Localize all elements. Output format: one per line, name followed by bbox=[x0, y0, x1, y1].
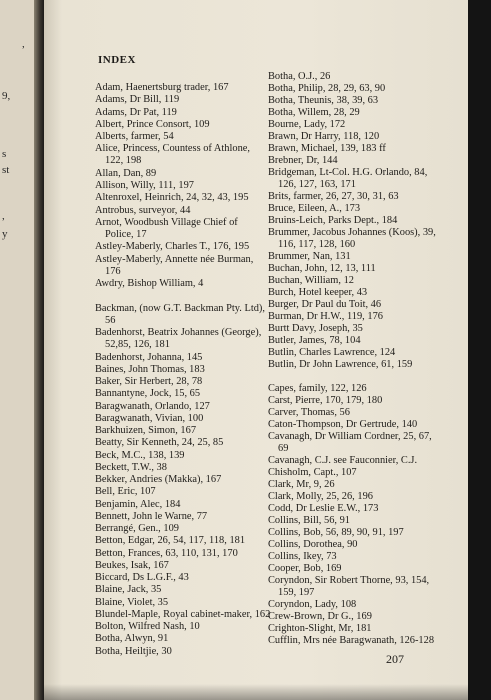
index-entry-continuation: 56 bbox=[105, 314, 116, 326]
index-entry-text: Collins, Bob, 56, 89, 90, 91, 197 bbox=[268, 527, 404, 538]
index-entry-continuation: Police, 17 bbox=[105, 228, 147, 240]
index-entry-text: Bridgeman, Lt-Col. H.G. Orlando, 84, bbox=[268, 167, 428, 178]
index-entry-text: Altenroxel, Heinrich, 24, 32, 43, 195 bbox=[95, 192, 249, 204]
index-entry-text: Butler, James, 78, 104 bbox=[268, 335, 361, 346]
index-entry-text: Crew-Brown, Dr G., 169 bbox=[268, 611, 372, 622]
index-entry bbox=[268, 347, 395, 359]
index-entry-text: Beatty, Sir Kenneth, 24, 25, 85 bbox=[95, 437, 224, 449]
index-entry-text: Burch, Hotel keeper, 43 bbox=[268, 287, 368, 298]
index-entry-text: Brawn, Dr Harry, 118, 120 bbox=[268, 131, 380, 142]
index-entry bbox=[95, 633, 168, 645]
index-entry bbox=[268, 131, 379, 143]
index-entry bbox=[95, 486, 156, 498]
index-entry-text: Collins, Dorothea, 90 bbox=[268, 539, 358, 550]
index-entry-text: Cavanagh, C.J. see Fauconnier, C.J. bbox=[268, 455, 418, 466]
index-entry-text: Baines, John Thomas, 183 bbox=[95, 363, 205, 375]
page-number: 207 bbox=[386, 652, 404, 666]
index-entry-continuation: 126, 127, 163, 171 bbox=[278, 179, 356, 190]
index-entry-text: Chisholm, Capt., 107 bbox=[268, 467, 357, 478]
index-entry-text: Capes, family, 122, 126 bbox=[268, 383, 367, 394]
index-entry bbox=[95, 303, 265, 327]
index-entry bbox=[268, 503, 378, 515]
index-entry-text: Botha, Willem, 28, 29 bbox=[268, 107, 360, 118]
index-entry bbox=[95, 376, 202, 388]
index-entry-text: Bekker, Andries (Makka), 167 bbox=[95, 474, 222, 485]
index-entry-text: Blundel-Maple, Royal cabinet-maker, 162 bbox=[95, 608, 271, 620]
index-entry bbox=[268, 335, 361, 347]
index-entry bbox=[95, 437, 223, 449]
index-entry-text: Allan, Dan, 89 bbox=[95, 167, 157, 179]
index-entry bbox=[268, 467, 357, 479]
index-entry bbox=[268, 251, 351, 263]
page-heading: INDEX bbox=[98, 54, 136, 66]
index-entry-text: Brits, farmer, 26, 27, 30, 31, 63 bbox=[268, 191, 399, 202]
index-entry bbox=[268, 407, 350, 419]
index-entry bbox=[268, 107, 360, 119]
index-entry bbox=[95, 94, 179, 106]
index-entry bbox=[95, 646, 172, 658]
index-entry bbox=[95, 278, 203, 290]
index-entry bbox=[95, 180, 194, 192]
index-entry-text: Adam, Haenertsburg trader, 167 bbox=[95, 82, 229, 93]
index-entry bbox=[95, 535, 245, 547]
index-entry bbox=[268, 119, 345, 131]
index-entry bbox=[268, 227, 436, 251]
index-entry-text: Collins, Bill, 56, 91 bbox=[268, 515, 350, 526]
index-entry bbox=[95, 107, 177, 119]
index-entry bbox=[95, 474, 221, 486]
index-entry-continuation: 122, 198 bbox=[105, 155, 142, 167]
index-entry bbox=[95, 584, 161, 596]
index-entry-text: Bolton, Wilfred Nash, 10 bbox=[95, 621, 200, 632]
index-entry bbox=[268, 431, 432, 455]
index-entry bbox=[95, 450, 184, 462]
index-entry-text: Butlin, Dr John Lawrence, 61, 159 bbox=[268, 359, 413, 370]
index-entry-text: Adams, Dr Pat, 119 bbox=[95, 106, 177, 118]
index-entry-text: Botha, Philip, 28, 29, 63, 90 bbox=[268, 83, 386, 94]
index-entry-text: Botha, O.J., 26 bbox=[268, 71, 331, 82]
book-gutter bbox=[34, 0, 44, 700]
facing-page-fragment: y bbox=[2, 228, 8, 240]
facing-page-fragment: st bbox=[2, 164, 10, 176]
facing-page-fragment: , bbox=[22, 38, 25, 50]
index-entry-text: Brummer, Jacobus Johannes (Koos), 39, bbox=[268, 227, 436, 238]
index-entry-continuation: 176 bbox=[105, 265, 121, 277]
index-entry bbox=[268, 635, 434, 647]
index-entry bbox=[95, 609, 270, 621]
index-entry bbox=[268, 215, 397, 227]
index-entry-text: Astley-Maberly, Charles T., 176, 195 bbox=[95, 241, 250, 253]
index-entry bbox=[268, 575, 429, 599]
index-entry-text: Benjamin, Alec, 184 bbox=[95, 498, 181, 510]
index-entry bbox=[95, 548, 238, 560]
index-entry-text: Allison, Willy, 111, 197 bbox=[95, 180, 194, 191]
index-entry-text: Botha, Theunis, 38, 39, 63 bbox=[268, 95, 379, 106]
index-entry bbox=[268, 299, 381, 311]
index-entry bbox=[95, 352, 202, 364]
index-entry-text: Burger, Dr Paul du Toit, 46 bbox=[268, 299, 382, 310]
index-entry bbox=[95, 388, 200, 400]
index-entry bbox=[95, 511, 207, 523]
index-entry bbox=[95, 131, 174, 143]
index-entry bbox=[268, 623, 372, 635]
index-entry bbox=[95, 597, 168, 609]
index-entry-text: Betton, Frances, 63, 110, 131, 170 bbox=[95, 547, 238, 559]
index-entry-text: Carst, Pierre, 170, 179, 180 bbox=[268, 395, 383, 406]
index-entry-text: Barkhuizen, Simon, 167 bbox=[95, 425, 197, 436]
index-entry-text: Burman, Dr H.W., 119, 176 bbox=[268, 311, 383, 322]
index-entry-text: Baker, Sir Herbert, 28, 78 bbox=[95, 376, 203, 387]
index-entry-text: Clark, Molly, 25, 26, 196 bbox=[268, 491, 373, 502]
index-entry bbox=[268, 275, 354, 287]
index-entry bbox=[268, 83, 385, 95]
index-entry-text: Codd, Dr Leslie E.W., 173 bbox=[268, 503, 379, 514]
index-entry-text: Badenhorst, Johanna, 145 bbox=[95, 351, 203, 363]
index-entry-text: Brawn, Michael, 139, 183 ff bbox=[268, 143, 386, 154]
index-entry-text: Blaine, Jack, 35 bbox=[95, 584, 162, 596]
index-entry bbox=[268, 455, 417, 467]
index-entry bbox=[268, 203, 360, 215]
index-entry bbox=[268, 323, 363, 335]
facing-page-fragment: s bbox=[2, 148, 7, 160]
index-entry-text: Baragwanath, Vivian, 100 bbox=[95, 412, 204, 424]
index-entry-text: Beck, M.C., 138, 139 bbox=[95, 449, 185, 461]
index-entry-text: Butlin, Charles Lawrence, 124 bbox=[268, 347, 396, 358]
index-entry-text: Caton-Thompson, Dr Gertrude, 140 bbox=[268, 419, 418, 430]
page-shadow bbox=[44, 684, 468, 700]
index-entry-text: Coryndon, Sir Robert Thorne, 93, 154, bbox=[268, 575, 430, 586]
index-entry-text: Cavanagh, Dr William Cordner, 25, 67, bbox=[268, 431, 432, 442]
index-entry bbox=[95, 462, 167, 474]
index-entry bbox=[268, 359, 412, 371]
index-entry bbox=[268, 167, 427, 191]
index-entry-text: Adams, Dr Bill, 119 bbox=[95, 94, 180, 106]
index-entry-text: Collins, Ikey, 73 bbox=[268, 551, 337, 562]
index-entry-text: Alice, Princess, Countess of Athlone, bbox=[95, 143, 250, 155]
index-entry bbox=[95, 82, 229, 94]
index-entry-text: Botha, Heiltjie, 30 bbox=[95, 645, 172, 657]
index-entry bbox=[95, 241, 249, 253]
index-entry bbox=[95, 560, 169, 572]
index-entry-text: Beckett, T.W., 38 bbox=[95, 461, 167, 473]
index-entry bbox=[95, 572, 189, 584]
index-entry bbox=[95, 168, 156, 180]
index-entry-text: Crighton-Slight, Mr, 181 bbox=[268, 623, 372, 634]
index-entry bbox=[268, 383, 367, 395]
index-entry-text: Bruce, Eileen, A., 173 bbox=[268, 203, 361, 214]
index-entry-text: Beukes, Isak, 167 bbox=[95, 559, 169, 571]
index-entry bbox=[268, 311, 383, 323]
index-entry bbox=[268, 395, 382, 407]
index-entry bbox=[95, 217, 238, 241]
index-entry-text: Betton, Edgar, 26, 54, 117, 118, 181 bbox=[95, 535, 246, 547]
index-entry bbox=[268, 155, 338, 167]
index-entry-continuation: 116, 117, 128, 160 bbox=[278, 239, 356, 250]
index-entry bbox=[268, 191, 399, 203]
index-entry-continuation: 159, 197 bbox=[278, 587, 315, 598]
index-entry-text: Carver, Thomas, 56 bbox=[268, 407, 350, 418]
index-entry bbox=[268, 95, 378, 107]
index-entry bbox=[268, 539, 357, 551]
index-entry-text: Bennett, John le Warne, 77 bbox=[95, 510, 208, 522]
index-entry bbox=[268, 515, 350, 527]
index-entry-text: Biccard, Ds L.G.F., 43 bbox=[95, 572, 189, 583]
index-entry bbox=[268, 479, 335, 491]
index-entry bbox=[95, 523, 179, 535]
index-entry-text: Badenhorst, Beatrix Johannes (George), bbox=[95, 327, 262, 338]
index-entry-continuation: 52,85, 126, 181 bbox=[105, 339, 170, 350]
index-entry bbox=[95, 364, 205, 376]
index-entry bbox=[268, 599, 356, 611]
index-entry bbox=[95, 143, 250, 167]
index-entry bbox=[268, 287, 367, 299]
index-entry bbox=[268, 419, 417, 431]
index-entry bbox=[95, 192, 249, 204]
facing-page-edge bbox=[0, 0, 34, 700]
index-entry bbox=[268, 551, 337, 563]
index-entry-text: Cufflin, Mrs née Baragwanath, 126-128 bbox=[268, 635, 435, 646]
index-entry-text: Coryndon, Lady, 108 bbox=[268, 599, 357, 610]
index-entry bbox=[95, 327, 261, 351]
index-entry bbox=[268, 491, 373, 503]
index-entry-text: Berrangé, Gen., 109 bbox=[95, 523, 179, 534]
index-entry-text: Botha, Alwyn, 91 bbox=[95, 633, 169, 645]
index-entry-text: Buchan, John, 12, 13, 111 bbox=[268, 263, 376, 274]
index-entry bbox=[268, 527, 404, 539]
index-entry-text: Backman, (now G.T. Backman Pty. Ltd), bbox=[95, 302, 265, 314]
index-entry bbox=[268, 263, 376, 275]
index-entry bbox=[95, 205, 190, 217]
index-entry-continuation: 69 bbox=[278, 443, 289, 454]
index-entry-text: Bourne, Lady, 172 bbox=[268, 119, 346, 130]
index-entry-text: Awdry, Bishop William, 4 bbox=[95, 278, 204, 289]
index-entry-text: Clark, Mr, 9, 26 bbox=[268, 479, 335, 490]
index-entry-text: Antrobus, surveyor, 44 bbox=[95, 204, 191, 216]
index-entry-text: Buchan, William, 12 bbox=[268, 275, 354, 286]
index-entry-text: Cooper, Bob, 169 bbox=[268, 563, 342, 574]
index-page bbox=[44, 0, 468, 700]
index-entry bbox=[95, 413, 203, 425]
index-entry-text: Baragwanath, Orlando, 127 bbox=[95, 400, 210, 412]
index-entry-text: Brummer, Nan, 131 bbox=[268, 251, 351, 262]
index-entry-text: Bannantyne, Jock, 15, 65 bbox=[95, 388, 201, 400]
index-entry-text: Bell, Eric, 107 bbox=[95, 486, 156, 498]
index-entry bbox=[95, 401, 210, 413]
index-entry-text: Bruins-Leich, Parks Dept., 184 bbox=[268, 215, 398, 226]
index-entry bbox=[268, 71, 330, 83]
index-entry-text: Arnot, Woodbush Village Chief of bbox=[95, 216, 238, 228]
index-entry bbox=[95, 254, 253, 278]
index-entry bbox=[95, 119, 210, 131]
facing-page-fragment: 9, bbox=[2, 90, 11, 102]
index-entry-text: Brebner, Dr, 144 bbox=[268, 155, 338, 166]
index-entry-text: Alberts, farmer, 54 bbox=[95, 131, 174, 142]
index-entry-text: Albert, Prince Consort, 109 bbox=[95, 118, 210, 130]
index-entry-text: Astley-Maberly, Annette née Burman, bbox=[95, 253, 254, 265]
index-entry-text: Burtt Davy, Joseph, 35 bbox=[268, 323, 363, 334]
index-entry-text: Blaine, Violet, 35 bbox=[95, 596, 169, 608]
facing-page-fragment: , bbox=[2, 210, 5, 222]
index-entry bbox=[268, 563, 341, 575]
index-entry bbox=[268, 143, 386, 155]
index-entry bbox=[95, 621, 200, 633]
index-entry bbox=[95, 425, 196, 437]
index-entry bbox=[268, 611, 372, 623]
index-entry bbox=[95, 499, 180, 511]
